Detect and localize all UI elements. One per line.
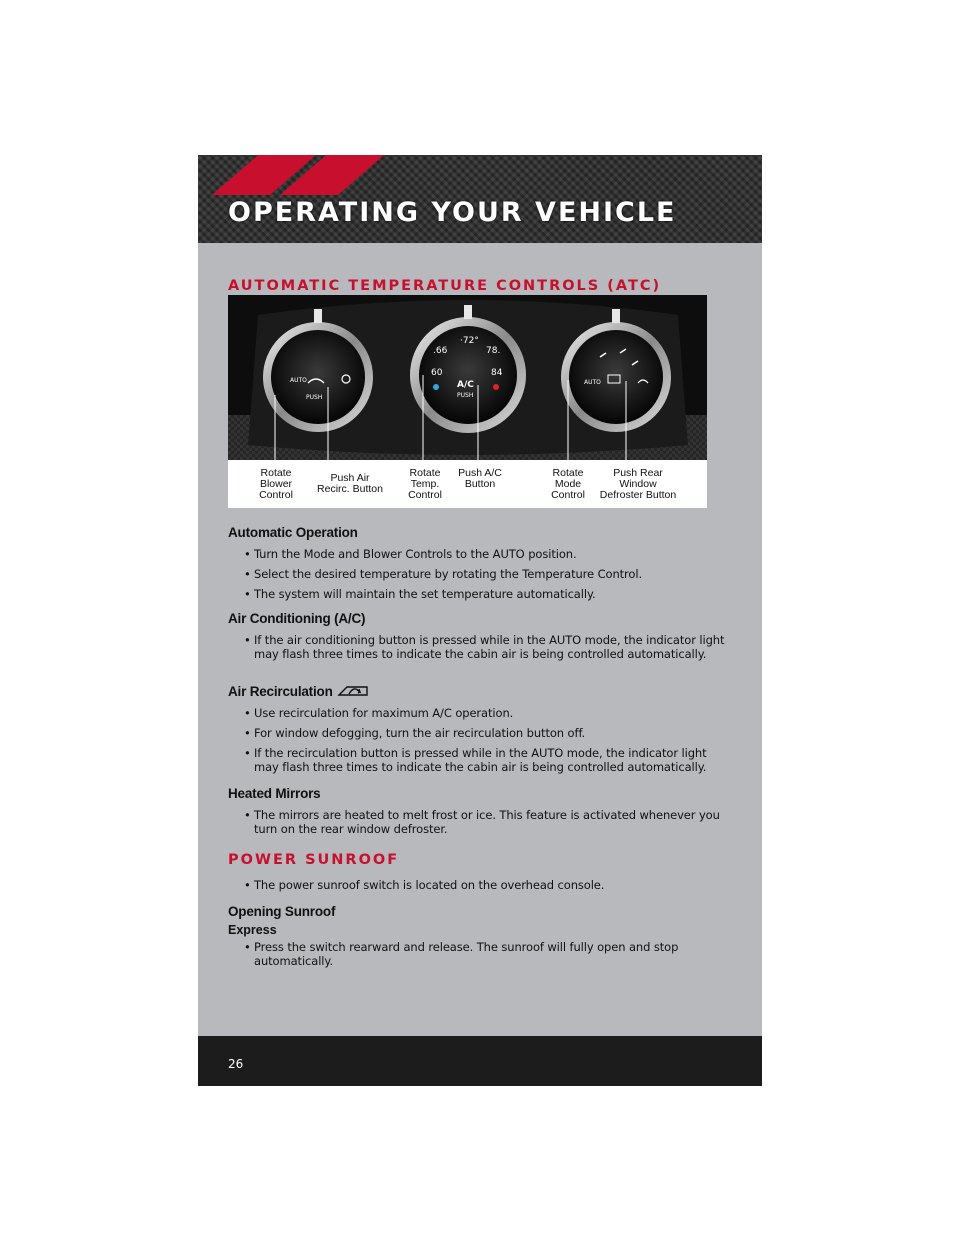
air-conditioning-heading: Air Conditioning (A/C)	[228, 611, 366, 626]
temp-60-label: 60	[431, 368, 443, 378]
manual-page	[198, 155, 762, 1086]
automatic-operation-list	[228, 547, 733, 601]
opening-sunroof-heading: Opening Sunroof	[228, 904, 336, 919]
air-recirculation-heading: Air Recirculation	[228, 683, 733, 700]
list-item: • The power sunroof switch is located on the overhead console.	[228, 878, 733, 892]
page-number: 26	[228, 1057, 244, 1071]
auto-label-blower: AUTO	[290, 377, 307, 384]
list-item: • Press the switch rearward and release. The sunroof will fully open and stop automatically.	[228, 940, 733, 968]
list-item: • Select the desired temperature by rotating the Temperature Control.	[228, 567, 733, 581]
power-sunroof-list	[228, 878, 733, 892]
section-title-power-sunroof: POWER SUNROOF	[228, 852, 400, 868]
section-opening-sunroof	[228, 903, 733, 968]
page-title: OPERATING YOUR VEHICLE	[228, 197, 677, 228]
auto-label-mode: AUTO	[584, 379, 601, 386]
air-conditioning-list	[228, 633, 733, 661]
header-banner	[198, 155, 762, 243]
list-item: • Use recirculation for maximum A/C operation.	[228, 706, 733, 720]
list-item: • If the air conditioning button is pressed while in the AUTO mode, the indicator light may flash three times to indicate the cabin air is being controlled automatically.	[228, 633, 733, 661]
temp-72-label: ·72°	[460, 336, 479, 346]
express-subheading: Express	[228, 923, 277, 937]
section-automatic-operation	[228, 524, 733, 601]
list-item: • The system will maintain the set temperature automatically.	[228, 587, 733, 601]
air-recirculation-list	[228, 706, 733, 774]
callout-push-ac: Push A/C Button	[458, 467, 502, 490]
section-power-sunroof	[228, 872, 733, 892]
callout-push-rear-defroster: Push Rear Window Defroster Button	[599, 467, 677, 501]
callout-rotate-temp: Rotate Temp. Control	[408, 467, 442, 501]
list-item: • For window defogging, turn the air recirculation button off.	[228, 726, 733, 740]
ac-label: A/C	[457, 380, 474, 390]
heated-mirrors-heading: Heated Mirrors	[228, 786, 321, 801]
temp-66-label: .66	[433, 346, 448, 356]
push-label-blower: PUSH	[306, 394, 323, 401]
callout-rotate-mode: Rotate Mode Control	[551, 467, 585, 501]
list-item: • Turn the Mode and Blower Controls to the AUTO position.	[228, 547, 733, 561]
callout-rotate-blower: Rotate Blower Control	[259, 467, 293, 501]
push-label-ac: PUSH	[457, 392, 474, 399]
heated-mirrors-list	[228, 808, 733, 836]
atc-controls-photo	[228, 295, 707, 508]
section-title-atc: AUTOMATIC TEMPERATURE CONTROLS (ATC)	[228, 278, 662, 294]
section-air-conditioning	[228, 610, 733, 661]
callout-push-air-recirc: Push Air Recirc. Button	[317, 472, 383, 495]
list-item: • The mirrors are heated to melt frost or ice. This feature is activated whenever you turn on the rear window defroster.	[228, 808, 733, 836]
page-footer	[198, 1036, 762, 1086]
temp-78-label: 78.	[486, 346, 501, 356]
recirculation-icon	[337, 683, 371, 699]
section-air-recirculation	[228, 683, 733, 774]
section-heated-mirrors	[228, 785, 733, 836]
temp-84-label: 84	[491, 368, 503, 378]
list-item: • If the recirculation button is pressed while in the AUTO mode, the indicator light may flash three times to indicate the cabin air is being controlled automatically.	[228, 746, 733, 774]
automatic-operation-heading: Automatic Operation	[228, 525, 358, 540]
opening-sunroof-list	[228, 940, 733, 968]
